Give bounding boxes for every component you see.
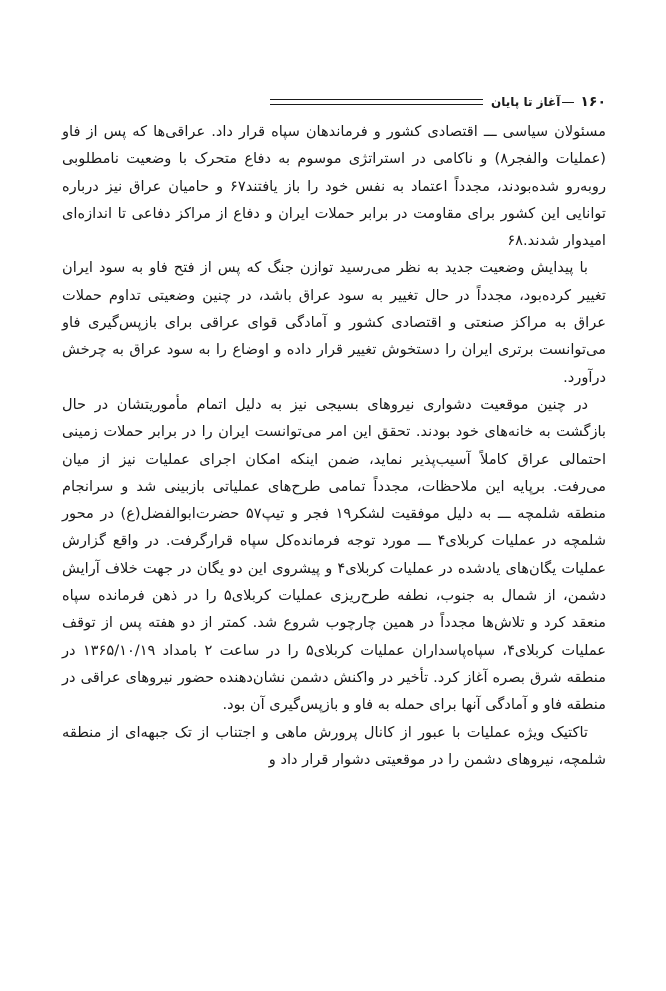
paragraph-3: در چنین موقعیت دشواری نیروهای بسیجی نیز به دلیل اتمام مأموریتشان در حال بازگشت به خانه‌های خود بودند. تحقق این امر می‌توانست ایران را در برابر حملات زمینی احتمالی عراق کاملاً آسیب‌پذیر نماید، ضمن اینکه امکان اجرای عملیات نیز از میان می‌رفت. برپایه این ملاحظات، مجدداً تمامی طرح‌های عملیاتی بازبینی شد و سرانجام منطقه شلمچه ـــ به دلیل موفقیت لشکر۱۹ فجر و تیپ۵۷ حضرت‌ابوالفضل(ع) در محور شلمچه در عملیات کربلای۴ ـــ مورد توجه فرمانده‌کل سپاه قرارگرفت. در واقع گزارش عملیات یگان‌های یادشده در عملیات کربلای۴ و پیشروی این دو یگان در جهت خلاف آرایش دشمن، از شمال به جنوب، نطفه طرح‌ریزی عملیات کربلای۵ را در ذهن فرمانده سپاه منعقد کرد و تلاش‌ها مجدداً در همین چارچوب شروع شد. کمتر از دو هفته پس از توقف عملیات کربلای۴، سپاه‌پاسداران عملیات کربلای۵ را در ساعت ۲ بامداد ۱۳۶۵/۱۰/۱۹ در منطقه شرق بصره آغاز کرد. تأخیر در واکنش دشمن نشان‌دهنده حضور نیروهای عراقی در منطقه فاو و آمادگی آنها برای حمله به فاو و بازپس‌گیری آن بود.	[62, 395, 606, 714]
paragraph-2: با پیدایش وضعیت جدید به نظر می‌رسید توازن جنگ که پس از فتح فاو به سود ایران تغییر کرده‌بود، مجدداً در حال تغییر به سود عراق باشد، در چنین وضعیتی تداوم حملات عراق به مراکز صنعتی و اقتصادی کشور و آمادگی قوای عراقی برای بازپس‌گیری فاو می‌توانست برتری ایران را دستخوش تغییر قرار داده و اوضاع را به سود عراق به چرخش درآورد.	[62, 259, 606, 386]
paragraph-1: مسئولان سیاسی ـــ اقتصادی کشور و فرماندهان سپاه قرار داد. عراقی‌ها که پس از فاو (عملیات والفجر۸) و ناکامی در استراتژی موسوم به دفاع متحرک با وضعیت نامطلوبی روبه‌رو شده‌بودند، مجدداً اعتماد به نفس خود را باز یافتند۶۷ و حامیان عراق نیز درباره توانایی این کشور برای مقاومت در برابر حملات ایران و دفاع از مراکز دفاعی تا اندازه‌ای امیدوار شدند.۶۸	[62, 123, 607, 250]
page-number: ۱۶۰	[580, 94, 606, 110]
running-title: آغاز تا پایان	[491, 95, 561, 109]
header-double-rule	[270, 99, 483, 105]
paragraph-4: تاکتیک ویژه عملیات با عبور از کانال پرورش ماهی و اجتناب از تک جبهه‌ای از منطقه شلمچه، نیروهای دشمن را در موقعیتی دشوار قرار داد و	[62, 723, 606, 768]
running-header	[270, 90, 606, 114]
body-text	[62, 118, 606, 773]
header-dash	[562, 102, 574, 103]
